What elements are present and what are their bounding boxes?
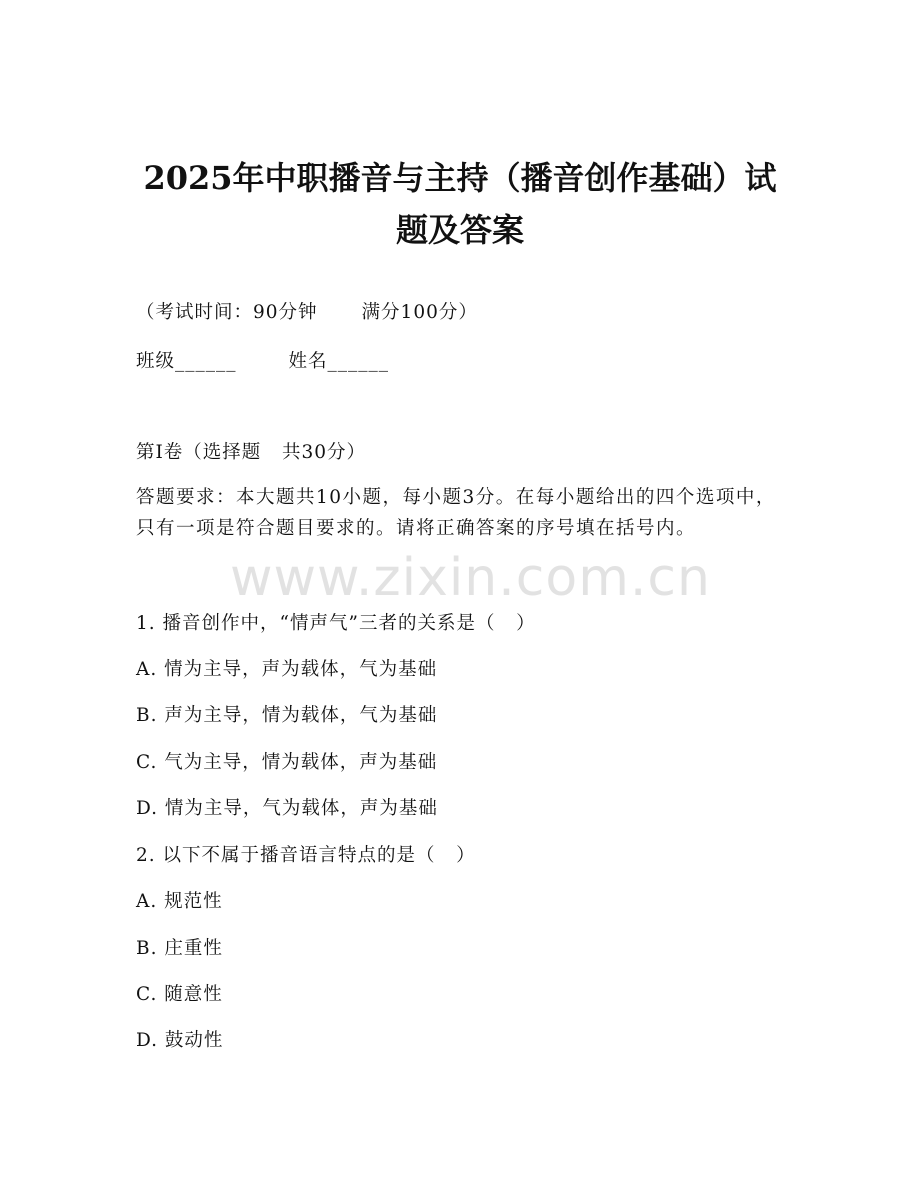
watermark: www.zixin.com.cn [230,548,711,608]
question-1-stem: 1. 播音创作中，“情声气”三者的关系是（ ） [136,613,536,634]
question-1-option-b: B. 声为主导，情为载体，气为基础 [136,705,438,726]
exam-info [136,300,478,326]
exam-score: 满分100分） [361,302,478,323]
student-fields [136,349,389,375]
question-2-option-c: C. 随意性 [136,984,223,1005]
class-field: 班级______ [136,351,237,372]
question-1-option-a: A. 情为主导，声为载体，气为基础 [136,659,438,680]
question-2-option-a: A. 规范性 [136,891,223,912]
name-field: 姓名______ [288,351,390,372]
section-heading: 第I卷（选择题 共30分） [136,442,366,463]
question-1-option-c: C. 气为主导，情为载体，声为基础 [136,752,438,773]
document-title: 2025年中职播音与主持（播音创作基础）试题及答案 [143,159,777,249]
instructions: 答题要求：本大题共10小题，每小题3分。在每小题给出的四个选项中，只有一项是符合题目要求的。请将正确答案的序号填在括号内。 [136,487,776,539]
exam-time: （考试时间：90分钟 [136,302,318,323]
question-2-stem: 2. 以下不属于播音语言特点的是（ ） [136,845,476,866]
question-1-option-d: D. 情为主导，气为载体，声为基础 [136,798,438,819]
question-2-option-d: D. 鼓动性 [136,1030,224,1051]
question-2-option-b: B. 庄重性 [136,938,223,959]
